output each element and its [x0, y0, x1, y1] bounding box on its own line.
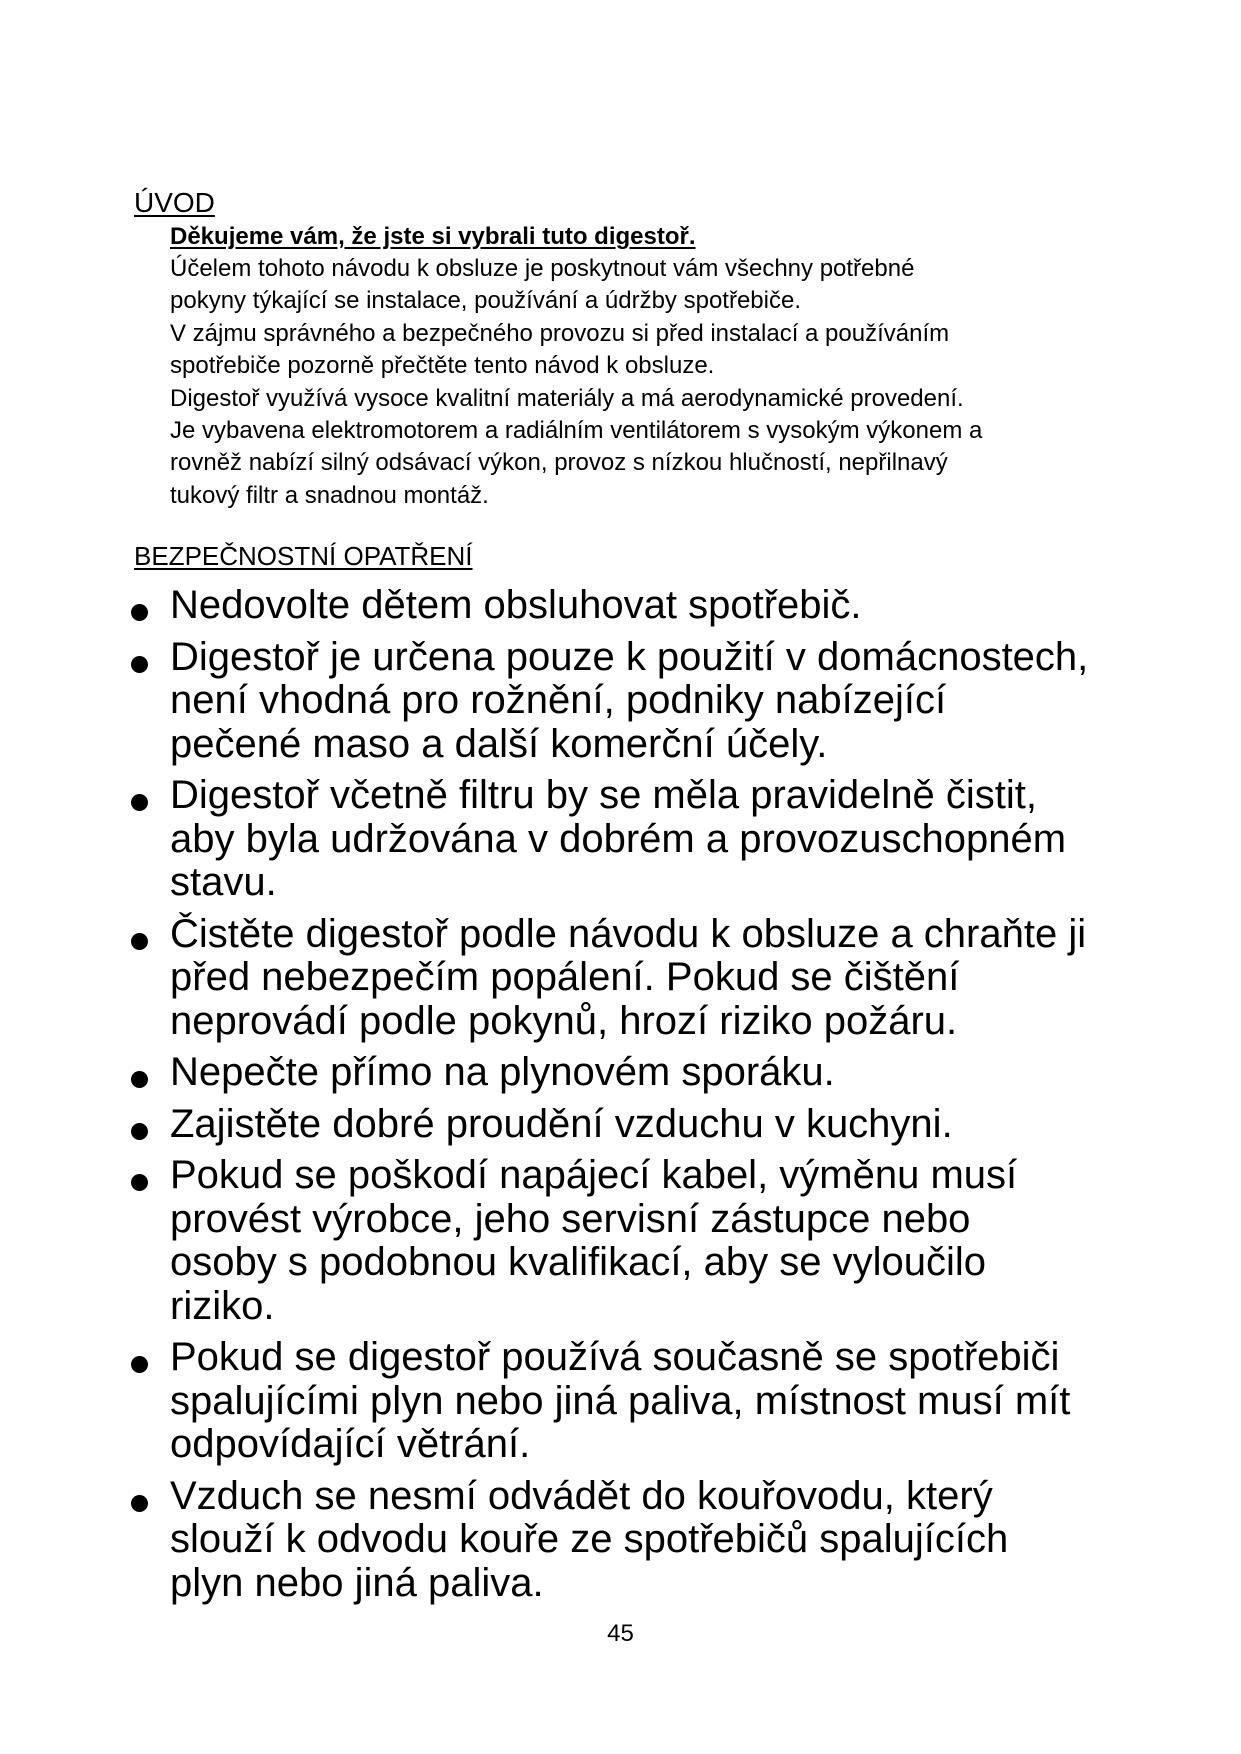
safety-item-line: stavu.: [170, 860, 277, 904]
safety-item-line: není vhodná pro rožnění, podniky nabízející: [170, 678, 947, 722]
bullet-icon: [131, 1174, 148, 1191]
safety-item: [0, 636, 1241, 767]
bullet-icon: [131, 1356, 148, 1373]
safety-item: [0, 774, 1241, 905]
intro-line: spotřebiče pozorně přečtěte tento návod k obsluze.: [170, 352, 715, 380]
safety-item: [0, 1051, 1241, 1095]
intro-line: Je vybavena elektromotorem a radiálním ventilátorem s vysokým výkonem a: [170, 417, 983, 445]
safety-item-line: plyn nebo jiná paliva.: [170, 1560, 544, 1605]
intro-line: rovněž nabízí silný odsávací výkon, provoz s nízkou hlučností, nepřilnavý: [170, 449, 948, 477]
safety-item-line: Nedovolte dětem obsluhovat spotřebič.: [170, 583, 862, 627]
safety-item-line: před nebezpečím popálení. Pokud se čištění: [170, 955, 960, 999]
intro-line: Digestoř využívá vysoce kvalitní materiály a má aerodynamické provedení.: [170, 384, 964, 412]
safety-item-line: Čistěte digestoř podle návodu k obsluze a chraňte ji: [170, 911, 1087, 956]
safety-item-line: Digestoř je určena pouze k použití v domácnostech,: [170, 634, 1089, 679]
safety-heading: BEZPEČNOSTNÍ OPATŘENÍ: [134, 541, 473, 571]
safety-item-line: Digestoř včetně filtru by se měla pravidelně čistit,: [170, 773, 1038, 817]
safety-item-line: Pokud se digestoř používá současně se spotřebiči: [170, 1335, 1060, 1379]
intro-line: tukový filtr a snadnou montáž.: [170, 481, 489, 509]
intro-line: pokyny týkající se instalace, používání a údržby spotřebiče.: [170, 287, 801, 315]
safety-item-line: Vzduch se nesmí odvádět do kouřovodu, který: [170, 1473, 993, 1518]
bullet-icon: [131, 656, 148, 673]
safety-item-line: Pokud se poškodí napájecí kabel, výměnu musí: [170, 1153, 1018, 1197]
intro-section: [170, 221, 1190, 512]
safety-item-line: osoby s podobnou kvalifikací, aby se vyloučilo: [170, 1240, 987, 1284]
safety-item: [0, 1336, 1241, 1467]
safety-item-line: pečené maso a další komerční účely.: [170, 721, 828, 766]
intro-thanks: Děkujeme vám, že jste si vybrali tuto digestoř.: [170, 223, 696, 250]
bullet-icon: [131, 1495, 148, 1512]
page-number: 45: [607, 1620, 634, 1647]
bullet-icon: [131, 794, 148, 811]
safety-item: [0, 1475, 1241, 1606]
safety-item-line: Nepečte přímo na plynovém sporáku.: [170, 1050, 835, 1094]
intro-heading: ÚVOD: [134, 187, 215, 218]
safety-list: [0, 584, 1241, 1613]
safety-item: [0, 913, 1241, 1044]
intro-line: V zájmu správného a bezpečného provozu si před instalací a používáním: [170, 319, 950, 347]
bullet-icon: [131, 1071, 148, 1088]
safety-item-line: neprovádí podle pokynů, hrozí riziko požáru.: [170, 998, 958, 1043]
safety-item: [0, 584, 1241, 628]
bullet-icon: [131, 1123, 148, 1140]
safety-item-line: aby byla udržována v dobrém a provozuschopném: [170, 816, 1067, 861]
bullet-icon: [131, 933, 148, 950]
safety-item: [0, 1154, 1241, 1328]
safety-item-line: provést výrobce, jeho servisní zástupce nebo: [170, 1196, 971, 1241]
safety-item-line: spalujícími plyn nebo jiná paliva, místnost musí mít: [170, 1378, 1071, 1423]
safety-item: [0, 1103, 1241, 1147]
safety-item-line: slouží k odvodu kouře ze spotřebičů spalujících: [170, 1517, 1009, 1561]
safety-item-line: odpovídající větrání.: [170, 1422, 531, 1466]
bullet-icon: [131, 604, 148, 621]
safety-item-line: riziko.: [170, 1283, 275, 1328]
safety-item-line: Zajistěte dobré proudění vzduchu v kuchyni.: [170, 1101, 953, 1146]
intro-line: Účelem tohoto návodu k obsluze je poskytnout vám všechny potřebné: [170, 255, 915, 282]
